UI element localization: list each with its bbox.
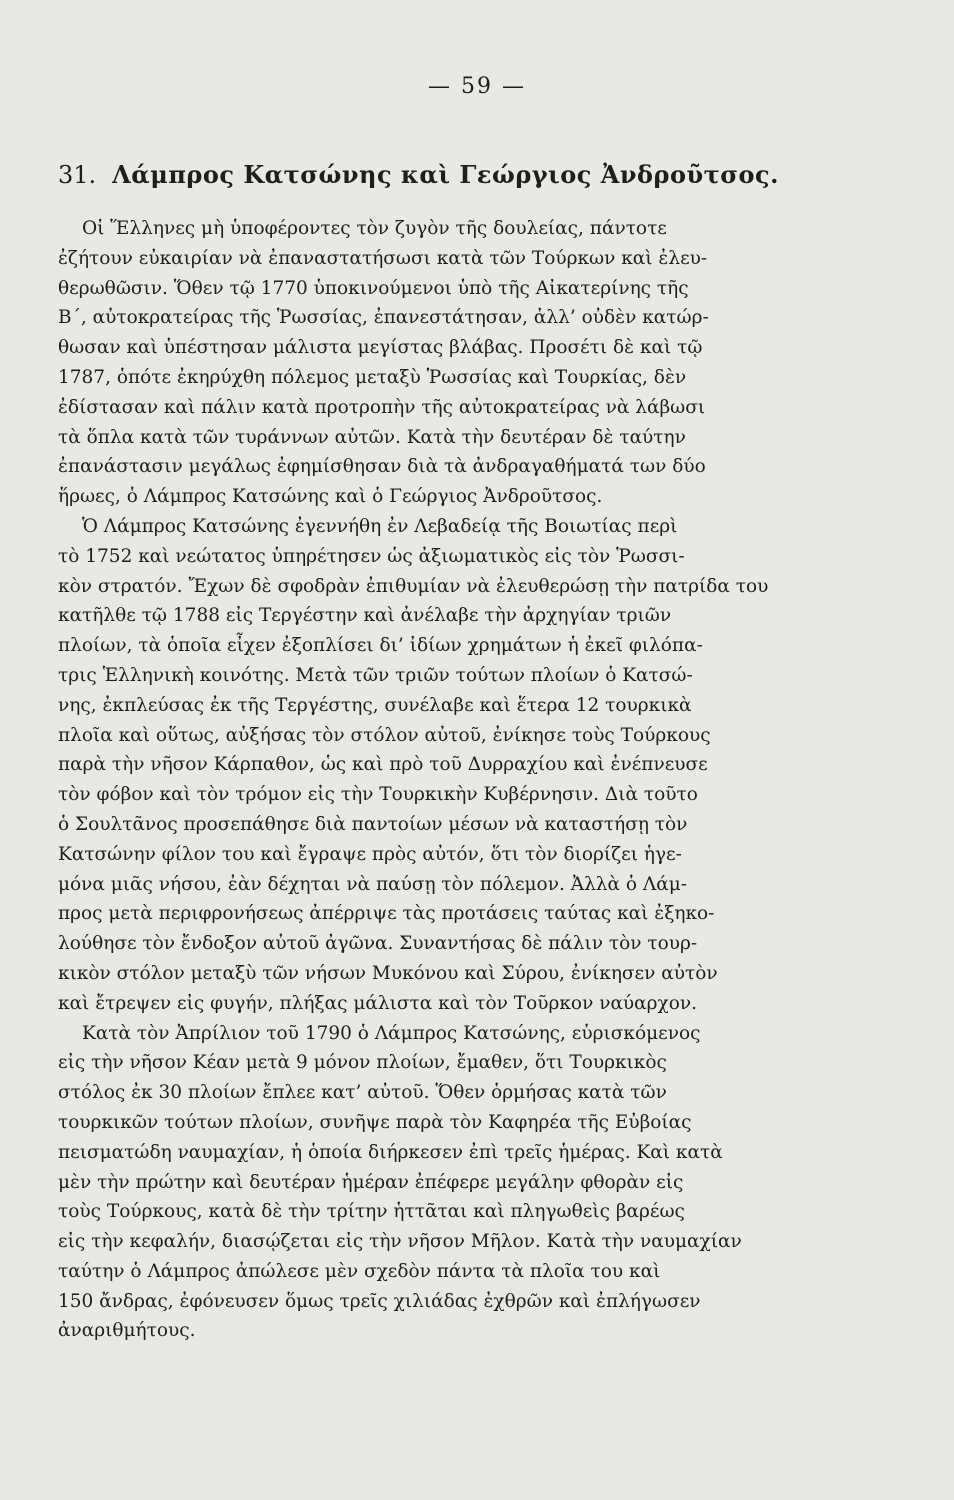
section-title: Λάμπρος Κατσώνης καὶ Γεώργιος Ἀνδροῦτσος. [112, 160, 779, 189]
text-line: ἐπανάστασιν μεγάλως ἐφημίσθησαν διὰ τὰ ἀνδραγαθήματά των δύο [58, 456, 706, 478]
text-line: στόλος ἐκ 30 πλοίων ἔπλεε κατ’ αὐτοῦ. Ὅθεν ὁρμήσας κατὰ τῶν [58, 1082, 667, 1104]
text-line: μόνα μιᾶς νήσου, ἐὰν δέχηται νὰ παύσῃ τὸν πόλεμον. Ἀλλὰ ὁ Λάμ- [58, 873, 688, 895]
text-line: Κατσώνην φίλον του καὶ ἔγραψε πρὸς αὐτόν, ὅτι τὸν διορίζει ἡγε- [58, 843, 682, 865]
text-line: ταύτην ὁ Λάμπρος ἀπώλεσε μὲν σχεδὸν πάντα τὰ πλοῖα του καὶ [58, 1260, 661, 1282]
text-line: Οἱ Ἕλληνες μὴ ὑποφέροντες τὸν ζυγὸν τῆς δουλείας, πάντοτε [82, 218, 667, 239]
page-number: — 59 — [428, 74, 526, 99]
text-line: ἐζήτουν εὐκαιρίαν νὰ ἐπαναστατήσωσι κατὰ τῶν Τούρκων καὶ ἐλευ- [58, 247, 708, 269]
text-line: Β΄, αὐτοκρατείρας τῆς Ῥωσσίας, ἐπανεστάτησαν, ἀλλ’ οὐδὲν κατώρ- [58, 307, 709, 329]
text-line: ἥρωες, ὁ Λάμπρος Κατσώνης καὶ ὁ Γεώργιος Ἀνδροῦτσος. [58, 486, 603, 508]
text-line: εἰς τὴν κεφαλήν, διασῴζεται εἰς τὴν νῆσον Μῆλον. Κατὰ τὴν ναυμαχίαν [58, 1231, 742, 1253]
text-line: θερωθῶσιν. Ὅθεν τῷ 1770 ὑποκινούμενοι ὑπὸ τῆς Αἰκατερίνης τῆς [58, 277, 689, 299]
text-line: θωσαν καὶ ὑπέστησαν μάλιστα μεγίστας βλάβας. Προσέτι δὲ καὶ τῷ [58, 337, 703, 359]
text-line: τὸ 1752 καὶ νεώτατος ὑπηρέτησεν ὡς ἀξιωματικὸς εἰς τὸν Ῥωσσι- [58, 545, 685, 567]
text-line: ἀναριθμήτους. [58, 1320, 196, 1342]
text-line: τὰ ὅπλα κατὰ τῶν τυράννων αὐτῶν. Κατὰ τὴν δευτέραν δὲ ταύτην [58, 426, 686, 448]
text-line: νης, ἐκπλεύσας ἐκ τῆς Τεργέστης, συνέλαβε καὶ ἕτερα 12 τουρκικὰ [58, 694, 692, 716]
text-line: Ὁ Λάμπρος Κατσώνης ἐγεννήθη ἐν Λεβαδείᾳ τῆς Βοιωτίας περὶ [82, 515, 678, 537]
text-line: τρις Ἑλληνικὴ κοινότης. Μετὰ τῶν τριῶν τούτων πλοίων ὁ Κατσώ- [58, 664, 693, 686]
text-line: ἐδίστασαν καὶ πάλιν κατὰ προτροπὴν τῆς αὐτοκρατείρας νὰ λάβωσι [58, 396, 706, 418]
text-line: Κατὰ τὸν Ἀπρίλιον τοῦ 1790 ὁ Λάμπρος Κατσώνης, εὑρισκόμενος [82, 1022, 701, 1044]
text-line: κὸν στρατόν. Ἔχων δὲ σφοδρὰν ἐπιθυμίαν νὰ ἐλευθερώσῃ τὴν πατρίδα του [58, 575, 769, 597]
text-line: πλοίων, τὰ ὁποῖα εἶχεν ἐξοπλίσει δι’ ἰδίων χρημάτων ἡ ἐκεῖ φιλόπα- [58, 635, 703, 657]
text-line: κατῆλθε τῷ 1788 εἰς Τεργέστην καὶ ἀνέλαβε τὴν ἀρχηγίαν τριῶν [58, 605, 672, 627]
text-line: ὁ Σουλτᾶνος προσεπάθησε διὰ παντοίων μέσων νὰ καταστήσῃ τὸν [58, 813, 688, 835]
text-line: πεισματώδη ναυμαχίαν, ἡ ὁποία διήρκεσεν ἐπὶ τρεῖς ἡμέρας. Καὶ κατὰ [58, 1141, 723, 1163]
section-heading [58, 160, 779, 189]
text-line: 150 ἄνδρας, ἐφόνευσεν ὅμως τρεῖς χιλιάδας ἐχθρῶν καὶ ἐπλήγωσεν [58, 1290, 701, 1312]
text-line: μὲν τὴν πρώτην καὶ δευτέραν ἡμέραν ἐπέφερε μεγάλην φθορὰν εἰς [58, 1171, 684, 1193]
text-line: τουρκικῶν τούτων πλοίων, συνῆψε παρὰ τὸν Καφηρέα τῆς Εὐβοίας [58, 1111, 692, 1133]
text-line: καὶ ἔτρεψεν εἰς φυγήν, πλήξας μάλιστα καὶ τὸν Τοῦρκον ναύαρχον. [58, 992, 698, 1014]
text-line: πλοῖα καὶ οὕτως, αὐξήσας τὸν στόλον αὐτοῦ, ἐνίκησε τοὺς Τούρκους [58, 724, 711, 746]
text-line: λούθησε τὸν ἔνδοξον αὐτοῦ ἀγῶνα. Συναντήσας δὲ πάλιν τὸν τουρ- [58, 933, 698, 955]
text-line: εἰς τὴν νῆσον Κέαν μετὰ 9 μόνον πλοίων, ἔμαθεν, ὅτι Τουρκικὸς [58, 1052, 667, 1074]
text-line: προς μετὰ περιφρονήσεως ἀπέρριψε τὰς προτάσεις ταύτας καὶ ἐξηκο- [58, 903, 715, 925]
text-line: παρὰ τὴν νῆσον Κάρπαθον, ὡς καὶ πρὸ τοῦ Δυρραχίου καὶ ἐνέπνευσε [58, 754, 708, 776]
section-number: 31. [58, 161, 97, 189]
text-line: κικὸν στόλον μεταξὺ τῶν νήσων Μυκόνου καὶ Σύρου, ἐνίκησεν αὐτὸν [58, 962, 718, 984]
text-line: τοὺς Τούρκους, κατὰ δὲ τὴν τρίτην ἡττᾶται καὶ πληγωθεὶς βαρέως [58, 1201, 685, 1223]
text-line: 1787, ὁπότε ἐκηρύχθη πόλεμος μεταξὺ Ῥωσσίας καὶ Τουρκίας, δὲν [58, 366, 687, 388]
text-line: τὸν φόβον καὶ τὸν τρόμον εἰς τὴν Τουρκικὴν Κυβέρνησιν. Διὰ τοῦτο [58, 784, 698, 806]
body-text [58, 214, 858, 1346]
